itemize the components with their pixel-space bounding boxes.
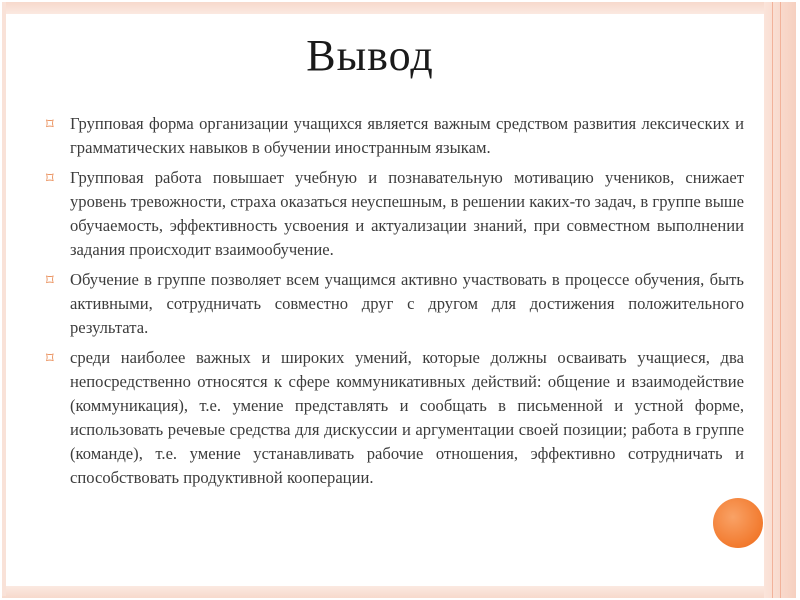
bullet-icon: ⌑	[46, 171, 54, 187]
bullet-item-4	[44, 346, 744, 490]
bullet-icon: ⌑	[46, 273, 54, 289]
bullet-icon: ⌑	[46, 117, 54, 133]
top-border-band	[2, 2, 796, 14]
orange-circle-decoration	[713, 498, 763, 548]
bullet-text-2: Групповая работа повышает учебную и познавательную мотивацию учеников, снижает уровень тревожности, страха оказаться неуспешным, в решении каких-то задач, в группе выше обучаемость, эффективность усвоения и актуализации знаний, при совместном выполнении задания происходит взаимообучение.	[70, 168, 744, 259]
bullet-item-2	[44, 166, 744, 262]
left-border-band	[2, 2, 6, 596]
bullet-item-1	[44, 112, 744, 160]
bullet-text-4: среди наиболее важных и широких умений, которые должны осваивать учащиеся, два непосредственно относятся к сфере коммуникативных действий: общение и взаимодействие (коммуникация), т.е. умение представлять и сообщать в письменной и устной форме, использовать речевые средства для дискуссии и аргументации своей позиции; работа в группе (команде), т.е. умение устанавливать рабочие отношения, эффективно сотрудничать и способствовать продуктивной кооперации.	[70, 348, 744, 487]
right-border-band	[764, 2, 796, 598]
bullet-item-3	[44, 268, 744, 340]
bullet-text-1: Групповая форма организации учащихся является важным средством развития лексических и грамматических навыков в обучении иностранным языкам.	[70, 114, 744, 157]
slide-title: Вывод	[306, 31, 434, 80]
bullet-icon: ⌑	[46, 351, 54, 367]
bullet-text-3: Обучение в группе позволяет всем учащимся активно участвовать в процессе обучения, быть активными, сотрудничать совместно друг с другом для достижения положительного результата.	[70, 270, 744, 337]
bullet-list	[44, 112, 744, 496]
bottom-border-band	[2, 586, 796, 598]
